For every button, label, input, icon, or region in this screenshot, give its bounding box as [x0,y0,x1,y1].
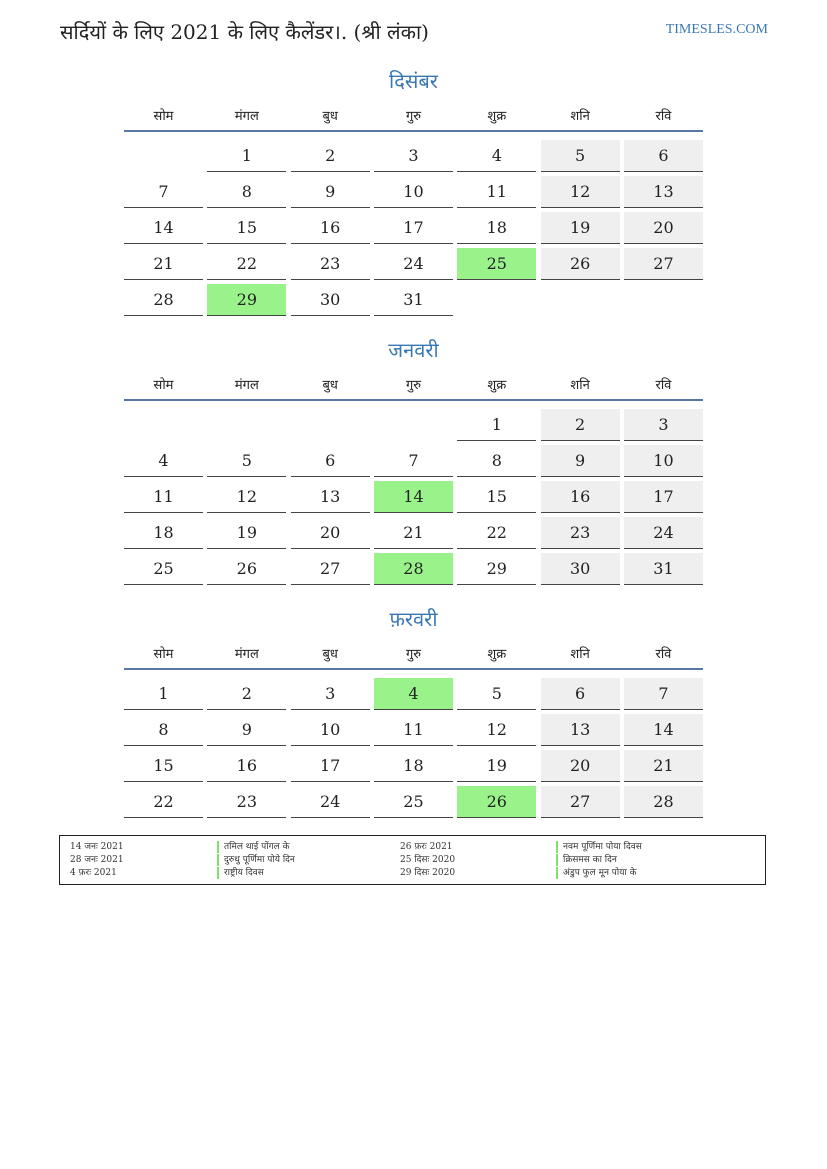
weekday-header [124,104,703,132]
holiday-day-cell: 25 [457,248,536,280]
week-row [124,244,703,280]
day-cell: 13 [541,714,620,746]
day-cell: 23 [207,786,286,818]
weekday-label: सोम [153,647,174,662]
day-cell: 9 [541,445,620,477]
weekday-label: शनि [570,647,590,662]
day-cell: 26 [207,553,286,585]
holiday-day-cell: 4 [374,678,453,710]
day-cell: 15 [207,212,286,244]
day-cell: 1 [457,409,536,441]
day-cell: 24 [374,248,453,280]
weekday-label: शुक्र [487,109,507,124]
day-cell: 11 [124,481,203,513]
weekday-label: मंगल [234,647,259,662]
day-cell: 23 [541,517,620,549]
day-cell: 8 [207,176,286,208]
day-cell: 27 [291,553,370,585]
day-cell: 2 [541,409,620,441]
day-cell: 28 [124,284,203,316]
day-cell: 3 [374,140,453,172]
day-cell: 31 [624,553,703,585]
day-cell: 20 [541,750,620,782]
week-row [124,746,703,782]
holiday-day-cell: 26 [457,786,536,818]
weekday-label: गुरु [405,378,422,393]
day-cell: 24 [291,786,370,818]
day-cell: 15 [457,481,536,513]
day-cell: 30 [291,284,370,316]
day-cell: 17 [374,212,453,244]
empty-day-cell [457,284,536,316]
day-cell: 9 [291,176,370,208]
empty-day-cell [541,284,620,316]
weekday-label: शुक्र [487,647,507,662]
day-cell: 26 [541,248,620,280]
day-cell: 22 [124,786,203,818]
empty-day-cell [124,409,203,441]
day-cell: 2 [291,140,370,172]
week-row [124,280,703,316]
month-calendar [124,66,703,316]
weekday-label: गुरु [405,647,422,662]
week-row [124,782,703,818]
day-cell: 27 [541,786,620,818]
day-cell: 23 [291,248,370,280]
day-cell: 17 [291,750,370,782]
month-name: फ़रवरी [389,607,438,631]
day-cell: 3 [624,409,703,441]
empty-day-cell [124,140,203,172]
empty-day-cell [624,284,703,316]
holiday-day-cell: 28 [374,553,453,585]
day-cell: 10 [291,714,370,746]
day-cell: 8 [124,714,203,746]
weekday-label: मंगल [234,109,259,124]
week-row [124,674,703,710]
day-cell: 1 [207,140,286,172]
day-cell: 19 [457,750,536,782]
weekday-header [124,373,703,401]
day-cell: 17 [624,481,703,513]
legend-holiday-name: अंडुप फुल मून पोया के [556,867,637,879]
day-cell: 31 [374,284,453,316]
legend-date: 28 जनः 2021 [70,855,124,865]
day-cell: 19 [541,212,620,244]
weekday-label: बुध [322,378,338,393]
legend-row [60,854,765,866]
month-calendar [124,335,703,585]
day-cell: 14 [624,714,703,746]
day-cell: 7 [624,678,703,710]
legend-date: 29 दिसः 2020 [400,868,456,878]
day-cell: 13 [624,176,703,208]
day-cell: 21 [124,248,203,280]
day-cell: 2 [207,678,286,710]
legend-holiday-name: दुरुथु पूर्णिमा पोये दिन [217,854,295,866]
day-cell: 12 [541,176,620,208]
legend-date: 4 फ़रः 2021 [70,868,117,878]
legend-date: 14 जनः 2021 [70,842,124,852]
legend-date: 26 फ़रः 2021 [400,842,453,852]
day-cell: 9 [207,714,286,746]
day-cell: 25 [374,786,453,818]
week-row [124,513,703,549]
day-cell: 18 [374,750,453,782]
empty-day-cell [207,409,286,441]
day-cell: 10 [624,445,703,477]
day-cell: 13 [291,481,370,513]
day-cell: 5 [457,678,536,710]
weekday-label: बुध [322,647,338,662]
day-cell: 5 [207,445,286,477]
weekday-label: रवि [655,647,672,662]
week-row [124,441,703,477]
legend-holiday-name: तमिल थाई पोंगल के [217,841,290,853]
day-cell: 22 [457,517,536,549]
day-cell: 14 [124,212,203,244]
holiday-day-cell: 29 [207,284,286,316]
empty-day-cell [291,409,370,441]
day-cell: 7 [374,445,453,477]
day-cell: 29 [457,553,536,585]
day-cell: 11 [374,714,453,746]
weekday-label: मंगल [234,378,259,393]
day-cell: 18 [124,517,203,549]
week-row [124,549,703,585]
day-cell: 6 [541,678,620,710]
weekday-label: गुरु [405,109,422,124]
weekday-header [124,642,703,670]
legend-holiday-name: नवम पूर्णिमा पोया दिवस [556,841,642,853]
weekday-label: शनि [570,378,590,393]
day-cell: 27 [624,248,703,280]
weekday-label: सोम [153,378,174,393]
week-row [124,172,703,208]
day-cell: 8 [457,445,536,477]
weekday-label: सोम [153,109,174,124]
day-cell: 28 [624,786,703,818]
month-name: दिसंबर [389,69,438,93]
day-cell: 20 [291,517,370,549]
legend-date: 25 दिसः 2020 [400,855,456,865]
day-cell: 24 [624,517,703,549]
day-cell: 20 [624,212,703,244]
day-cell: 21 [374,517,453,549]
day-cell: 3 [291,678,370,710]
day-cell: 16 [541,481,620,513]
day-cell: 5 [541,140,620,172]
site-link[interactable]: TIMESLES.COM [665,22,768,37]
weekday-label: बुध [322,109,338,124]
day-cell: 11 [457,176,536,208]
day-cell: 6 [624,140,703,172]
week-row [124,136,703,172]
day-cell: 6 [291,445,370,477]
week-row [124,208,703,244]
week-row [124,405,703,441]
page-title: सर्दियों के लिए 2021 के लिए कैलेंडर।. (श्री लंका) [60,20,429,44]
week-row [124,710,703,746]
legend-holiday-name: राष्ट्रीय दिवस [217,867,264,879]
day-cell: 4 [457,140,536,172]
day-cell: 16 [207,750,286,782]
day-cell: 12 [207,481,286,513]
day-cell: 16 [291,212,370,244]
day-cell: 21 [624,750,703,782]
day-cell: 15 [124,750,203,782]
month-name: जनवरी [388,338,439,362]
weekday-label: रवि [655,378,672,393]
day-cell: 10 [374,176,453,208]
day-cell: 12 [457,714,536,746]
day-cell: 1 [124,678,203,710]
month-calendar [124,604,703,818]
day-cell: 18 [457,212,536,244]
day-cell: 30 [541,553,620,585]
day-cell: 22 [207,248,286,280]
holiday-day-cell: 14 [374,481,453,513]
week-row [124,477,703,513]
weekday-label: रवि [655,109,672,124]
day-cell: 19 [207,517,286,549]
weekday-label: शनि [570,109,590,124]
weekday-label: शुक्र [487,378,507,393]
holiday-legend [59,835,766,885]
legend-row [60,841,765,853]
day-cell: 25 [124,553,203,585]
legend-row [60,867,765,879]
legend-holiday-name: क्रिसमस का दिन [556,854,617,866]
empty-day-cell [374,409,453,441]
day-cell: 4 [124,445,203,477]
day-cell: 7 [124,176,203,208]
